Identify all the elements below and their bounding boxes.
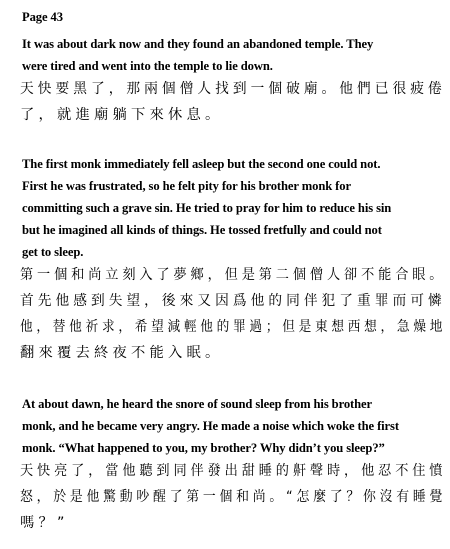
english-line: get to sleep. [22, 245, 84, 259]
english-line: monk, and he became very angry. He made a noise which woke the first [22, 419, 399, 433]
english-line: First he was frustrated, so he felt pity for his brother monk for [22, 179, 351, 193]
chinese-line: 首先他感到失望，後來又因爲他的同伴犯了重罪而可憐 [20, 293, 446, 309]
chinese-line: 第一個和尚立刻入了夢鄉，但是第二個僧人卻不能合眼。 [20, 267, 447, 283]
english-line: committing such a grave sin. He tried to pray for him to reduce his sin [22, 201, 392, 215]
chinese-line: 天快要黑了，那兩個僧人找到一個破廟。他們已很疲倦 [20, 81, 446, 97]
english-line: were tired and went into the temple to lie down. [22, 59, 273, 73]
chinese-line: 怒，於是他驚動吵醒了第一個和尚。“怎麼了？你沒有睡覺 [20, 489, 447, 505]
english-line: The first monk immediately fell asleep but the second one could not. [22, 157, 381, 171]
chinese-line: 天快亮了，當他聽到同伴發出甜睡的鼾聲時，他忍不住憤 [20, 463, 447, 479]
chinese-line: 嗎？” [20, 515, 69, 531]
english-line: but he imagined all kinds of things. He tossed fretfully and could not [22, 223, 382, 237]
chinese-line: 翻來覆去終夜不能入眠。 [20, 345, 224, 361]
english-line: monk. “What happened to you, my brother? Why didn’t you sleep?” [22, 441, 385, 455]
chinese-line: 他，替他祈求，希望減輕他的罪過；但是東想西想，急燥地 [20, 319, 447, 335]
chinese-line: 了，就進廟躺下來休息。 [20, 107, 224, 123]
english-line: At about dawn, he heard the snore of sound sleep from his brother [22, 397, 373, 411]
english-line: It was about dark now and they found an abandoned temple. They [22, 37, 374, 51]
page-number: Page 43 [22, 10, 63, 24]
